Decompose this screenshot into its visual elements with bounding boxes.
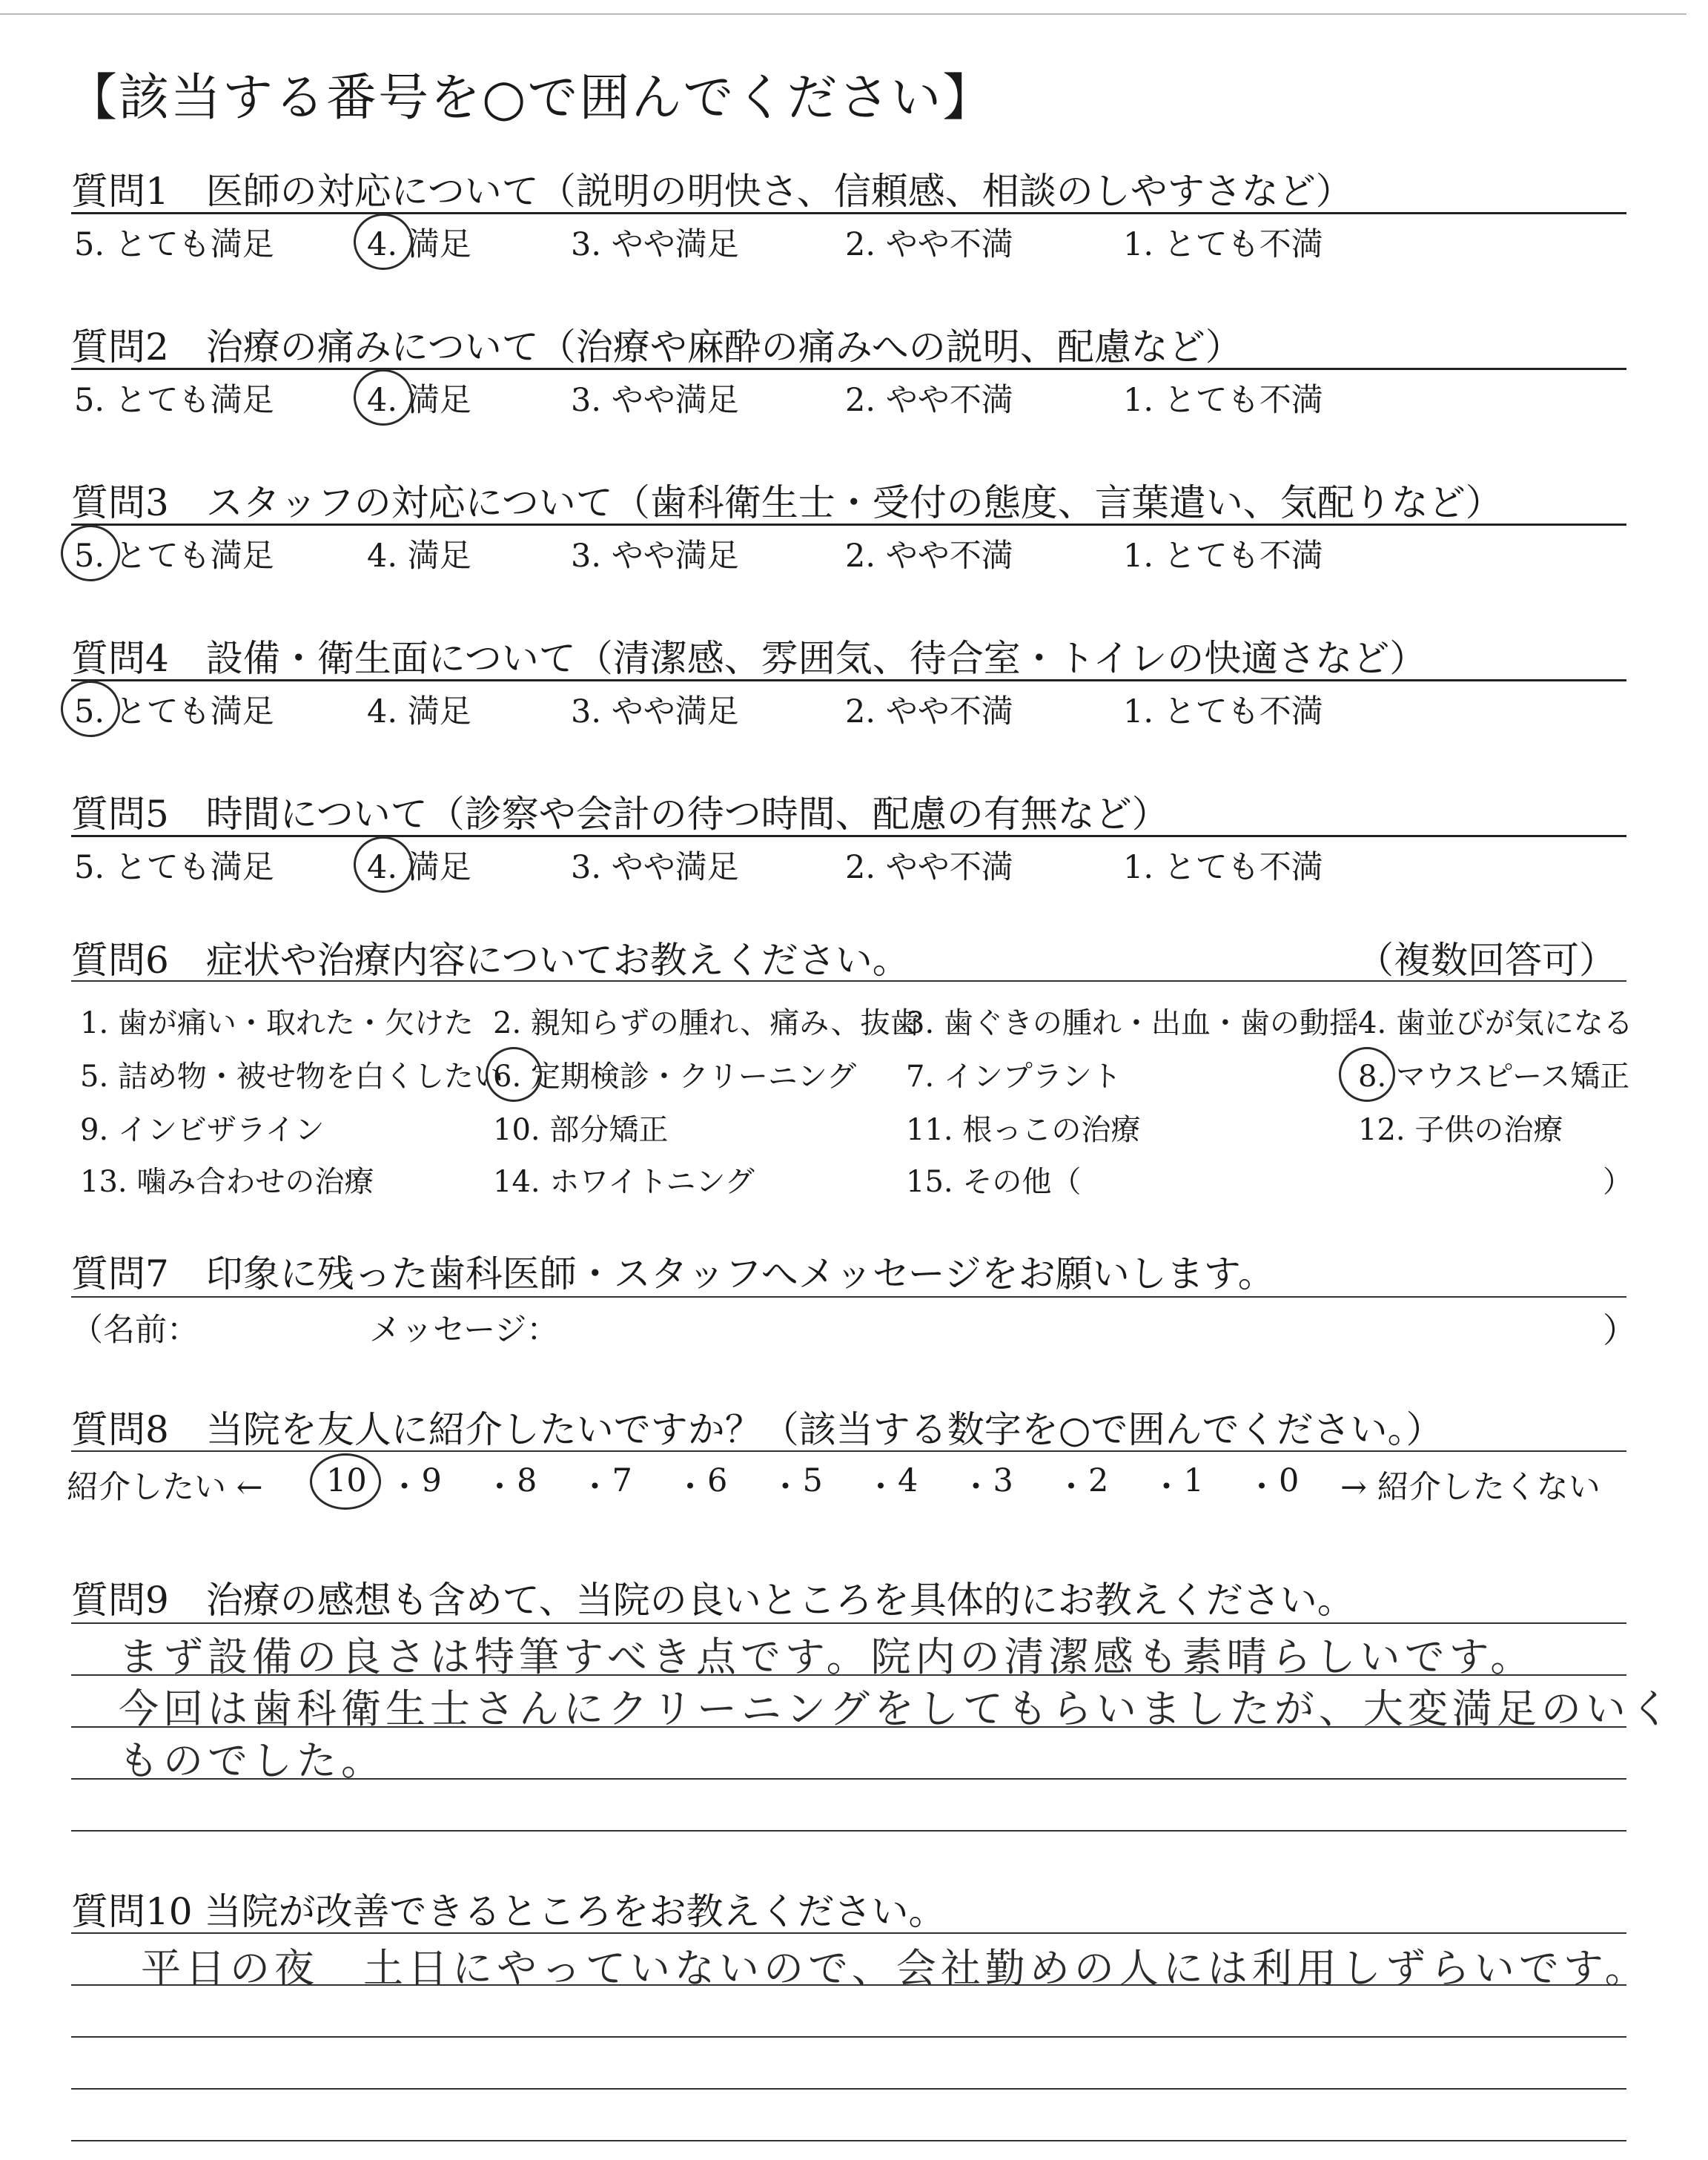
q6-option-6[interactable]: 6. 定期検診・クリーニング bbox=[493, 1060, 857, 1094]
q6-option-3[interactable]: 3. 歯ぐきの腫れ・出血・歯の動揺 bbox=[906, 1006, 1359, 1040]
q8-scale-7[interactable]: 7 bbox=[612, 1462, 632, 1499]
q5-option-4[interactable]: 4. 満足 bbox=[367, 849, 471, 886]
q8-rule bbox=[71, 1450, 1626, 1452]
q2-option-3[interactable]: 3. やや満足 bbox=[571, 382, 739, 419]
q2-option-5[interactable]: 5. とても満足 bbox=[74, 382, 274, 419]
q6-option-10[interactable]: 10. 部分矯正 bbox=[493, 1113, 669, 1147]
q7-name-label: （名前： bbox=[71, 1312, 199, 1349]
q8-scale-8[interactable]: 8 bbox=[517, 1462, 537, 1499]
q8-scale-dot: ・ bbox=[579, 1469, 611, 1506]
q2-option-4[interactable]: 4. 満足 bbox=[367, 382, 471, 419]
top-edge-line bbox=[0, 13, 1687, 15]
q10-rule-3 bbox=[71, 2036, 1626, 2038]
form-header: 【該当する番号を○で囲んでください】 bbox=[67, 69, 995, 128]
q5-option-1[interactable]: 1. とても不満 bbox=[1123, 849, 1323, 886]
q9-answer-line-1: まず設備の良さは特筆すべき点です。院内の清潔感も素晴らしいです。 bbox=[119, 1634, 1535, 1680]
q8-title: 質問8 当院を友人に紹介したいですか？（該当する数字を○で囲んでください。） bbox=[71, 1408, 1443, 1451]
q4-option-5[interactable]: 5. とても満足 bbox=[74, 693, 274, 730]
q8-scale-6[interactable]: 6 bbox=[707, 1462, 728, 1499]
q6-note: （複数回答可） bbox=[1357, 939, 1616, 982]
q8-scale-dot: ・ bbox=[1151, 1469, 1182, 1506]
q8-left-label: 紹介したい ← bbox=[67, 1469, 263, 1506]
q8-scale-dot: ・ bbox=[769, 1469, 801, 1506]
answer-circle-q4 bbox=[61, 681, 120, 737]
q1-option-5[interactable]: 5. とても満足 bbox=[74, 226, 274, 263]
q5-option-5[interactable]: 5. とても満足 bbox=[74, 849, 274, 886]
q2-option-1[interactable]: 1. とても不満 bbox=[1123, 382, 1323, 419]
answer-circle-q5 bbox=[354, 836, 413, 893]
q8-scale-dot: ・ bbox=[1245, 1469, 1278, 1506]
q8-scale-3[interactable]: 3 bbox=[993, 1462, 1013, 1499]
q6-option-2[interactable]: 2. 親知らずの腫れ、痛み、抜歯 bbox=[493, 1006, 920, 1040]
q7-rule bbox=[71, 1296, 1626, 1298]
q6-option-9[interactable]: 9. インビザライン bbox=[80, 1113, 325, 1147]
q8-right-label: → 紹介したくない bbox=[1340, 1469, 1601, 1506]
q1-rule bbox=[71, 212, 1626, 214]
q9-answer-line-3: ものでした。 bbox=[119, 1737, 385, 1784]
q3-rule bbox=[71, 524, 1626, 526]
q6-option-4[interactable]: 4. 歯並びが気になる bbox=[1358, 1006, 1633, 1040]
q3-option-3[interactable]: 3. やや満足 bbox=[571, 538, 739, 575]
q8-scale-dot: ・ bbox=[1055, 1469, 1088, 1506]
q3-option-2[interactable]: 2. やや不満 bbox=[845, 538, 1013, 575]
q8-scale-dot: ・ bbox=[674, 1469, 706, 1506]
q8-scale-9[interactable]: 9 bbox=[421, 1462, 442, 1499]
answer-circle-q6-6 bbox=[486, 1047, 542, 1102]
q6-option-8[interactable]: 8. マウスピース矯正 bbox=[1358, 1060, 1630, 1094]
answer-circle-q8-10 bbox=[310, 1453, 381, 1510]
answer-circle-q3 bbox=[61, 525, 120, 581]
q3-option-5[interactable]: 5. とても満足 bbox=[74, 538, 274, 575]
q6-option-7[interactable]: 7. インプラント bbox=[906, 1060, 1122, 1094]
q8-scale-4[interactable]: 4 bbox=[898, 1462, 918, 1499]
q9-title: 質問9 治療の感想も含めて、当院の良いところを具体的にお教えください。 bbox=[71, 1579, 1354, 1622]
q3-option-1[interactable]: 1. とても不満 bbox=[1123, 538, 1323, 575]
q10-rule-4 bbox=[71, 2088, 1626, 2090]
q6-option-13[interactable]: 13. 噛み合わせの治療 bbox=[80, 1165, 374, 1199]
q6-option-15[interactable]: 15. その他（ bbox=[906, 1165, 1082, 1199]
q6-option-1[interactable]: 1. 歯が痛い・取れた・欠けた bbox=[80, 1006, 474, 1040]
q1-title: 質問1 医師の対応について（説明の明快さ、信頼感、相談のしやすさなど） bbox=[71, 170, 1353, 213]
q6-option-12[interactable]: 12. 子供の治療 bbox=[1358, 1113, 1563, 1147]
q6-option-5[interactable]: 5. 詰め物・被せ物を白くしたい bbox=[80, 1060, 503, 1094]
q5-rule bbox=[71, 835, 1626, 837]
q3-title: 質問3 スタッフの対応について（歯科衛生士・受付の態度、言葉遣い、気配りなど） bbox=[71, 481, 1503, 524]
q2-title: 質問2 治療の痛みについて（治療や麻酔の痛みへの説明、配慮など） bbox=[71, 326, 1242, 369]
q8-scale-dot: ・ bbox=[483, 1469, 516, 1506]
q8-scale-dot: ・ bbox=[864, 1469, 897, 1506]
q5-option-3[interactable]: 3. やや満足 bbox=[571, 849, 739, 886]
q4-title: 質問4 設備・衛生面について（清潔感、雰囲気、待合室・トイレの快適さなど） bbox=[71, 637, 1427, 680]
q1-option-2[interactable]: 2. やや不満 bbox=[845, 226, 1013, 263]
q6-rule bbox=[71, 980, 1626, 982]
q5-option-2[interactable]: 2. やや不満 bbox=[845, 849, 1013, 886]
q9-answer-line-2: 今回は歯科衛生士さんにクリーニングをしてもらいましたが、大変満足のいく bbox=[119, 1685, 1675, 1732]
q4-option-4[interactable]: 4. 満足 bbox=[367, 693, 471, 730]
q4-option-2[interactable]: 2. やや不満 bbox=[845, 693, 1013, 730]
q8-scale-1[interactable]: 1 bbox=[1183, 1462, 1204, 1499]
q7-title: 質問7 印象に残った歯科医師・スタッフへメッセージをお願いします。 bbox=[71, 1252, 1275, 1295]
q8-scale-0[interactable]: 0 bbox=[1279, 1462, 1300, 1499]
q7-close-paren: ） bbox=[1603, 1310, 1637, 1350]
q2-rule bbox=[71, 368, 1626, 370]
q1-option-4[interactable]: 4. 満足 bbox=[367, 226, 471, 263]
q6-option-11[interactable]: 11. 根っこの治療 bbox=[906, 1113, 1141, 1147]
q8-scale-dot: ・ bbox=[388, 1469, 420, 1506]
q7-message-label: メッセージ： bbox=[369, 1312, 559, 1349]
q9-rule-1 bbox=[71, 1622, 1626, 1624]
q4-option-3[interactable]: 3. やや満足 bbox=[571, 693, 739, 730]
q10-rule-5 bbox=[71, 2140, 1626, 2141]
q1-option-1[interactable]: 1. とても不満 bbox=[1123, 226, 1323, 263]
q10-answer-line-1: 平日の夜 土日にやっていないので、会社勤めの人には利用しずらいです。 bbox=[141, 1945, 1649, 1992]
q2-option-2[interactable]: 2. やや不満 bbox=[845, 382, 1013, 419]
q8-scale-dot: ・ bbox=[960, 1469, 992, 1506]
q4-rule bbox=[71, 679, 1626, 681]
q10-rule-1 bbox=[71, 1932, 1626, 1934]
q6-other-close-paren: ） bbox=[1603, 1165, 1632, 1199]
q3-option-4[interactable]: 4. 満足 bbox=[367, 538, 471, 575]
q6-title: 質問6 症状や治療内容についてお教えください。 bbox=[71, 939, 910, 982]
answer-circle-q2 bbox=[354, 369, 413, 426]
answer-circle-q6-8 bbox=[1339, 1047, 1395, 1102]
q5-title: 質問5 時間について（診察や会計の待つ時間、配慮の有無など） bbox=[71, 793, 1169, 836]
answer-circle-q1 bbox=[354, 214, 413, 270]
q1-option-3[interactable]: 3. やや満足 bbox=[571, 226, 739, 263]
q8-scale-10[interactable]: 10 bbox=[326, 1462, 367, 1499]
q8-scale-5[interactable]: 5 bbox=[802, 1462, 823, 1499]
q6-option-14[interactable]: 14. ホワイトニング bbox=[493, 1165, 755, 1199]
q10-title: 質問10 当院が改善できるところをお教えください。 bbox=[71, 1890, 946, 1933]
q4-option-1[interactable]: 1. とても不満 bbox=[1123, 693, 1323, 730]
q9-rule-5 bbox=[71, 1830, 1626, 1832]
q8-scale-2[interactable]: 2 bbox=[1088, 1462, 1109, 1499]
